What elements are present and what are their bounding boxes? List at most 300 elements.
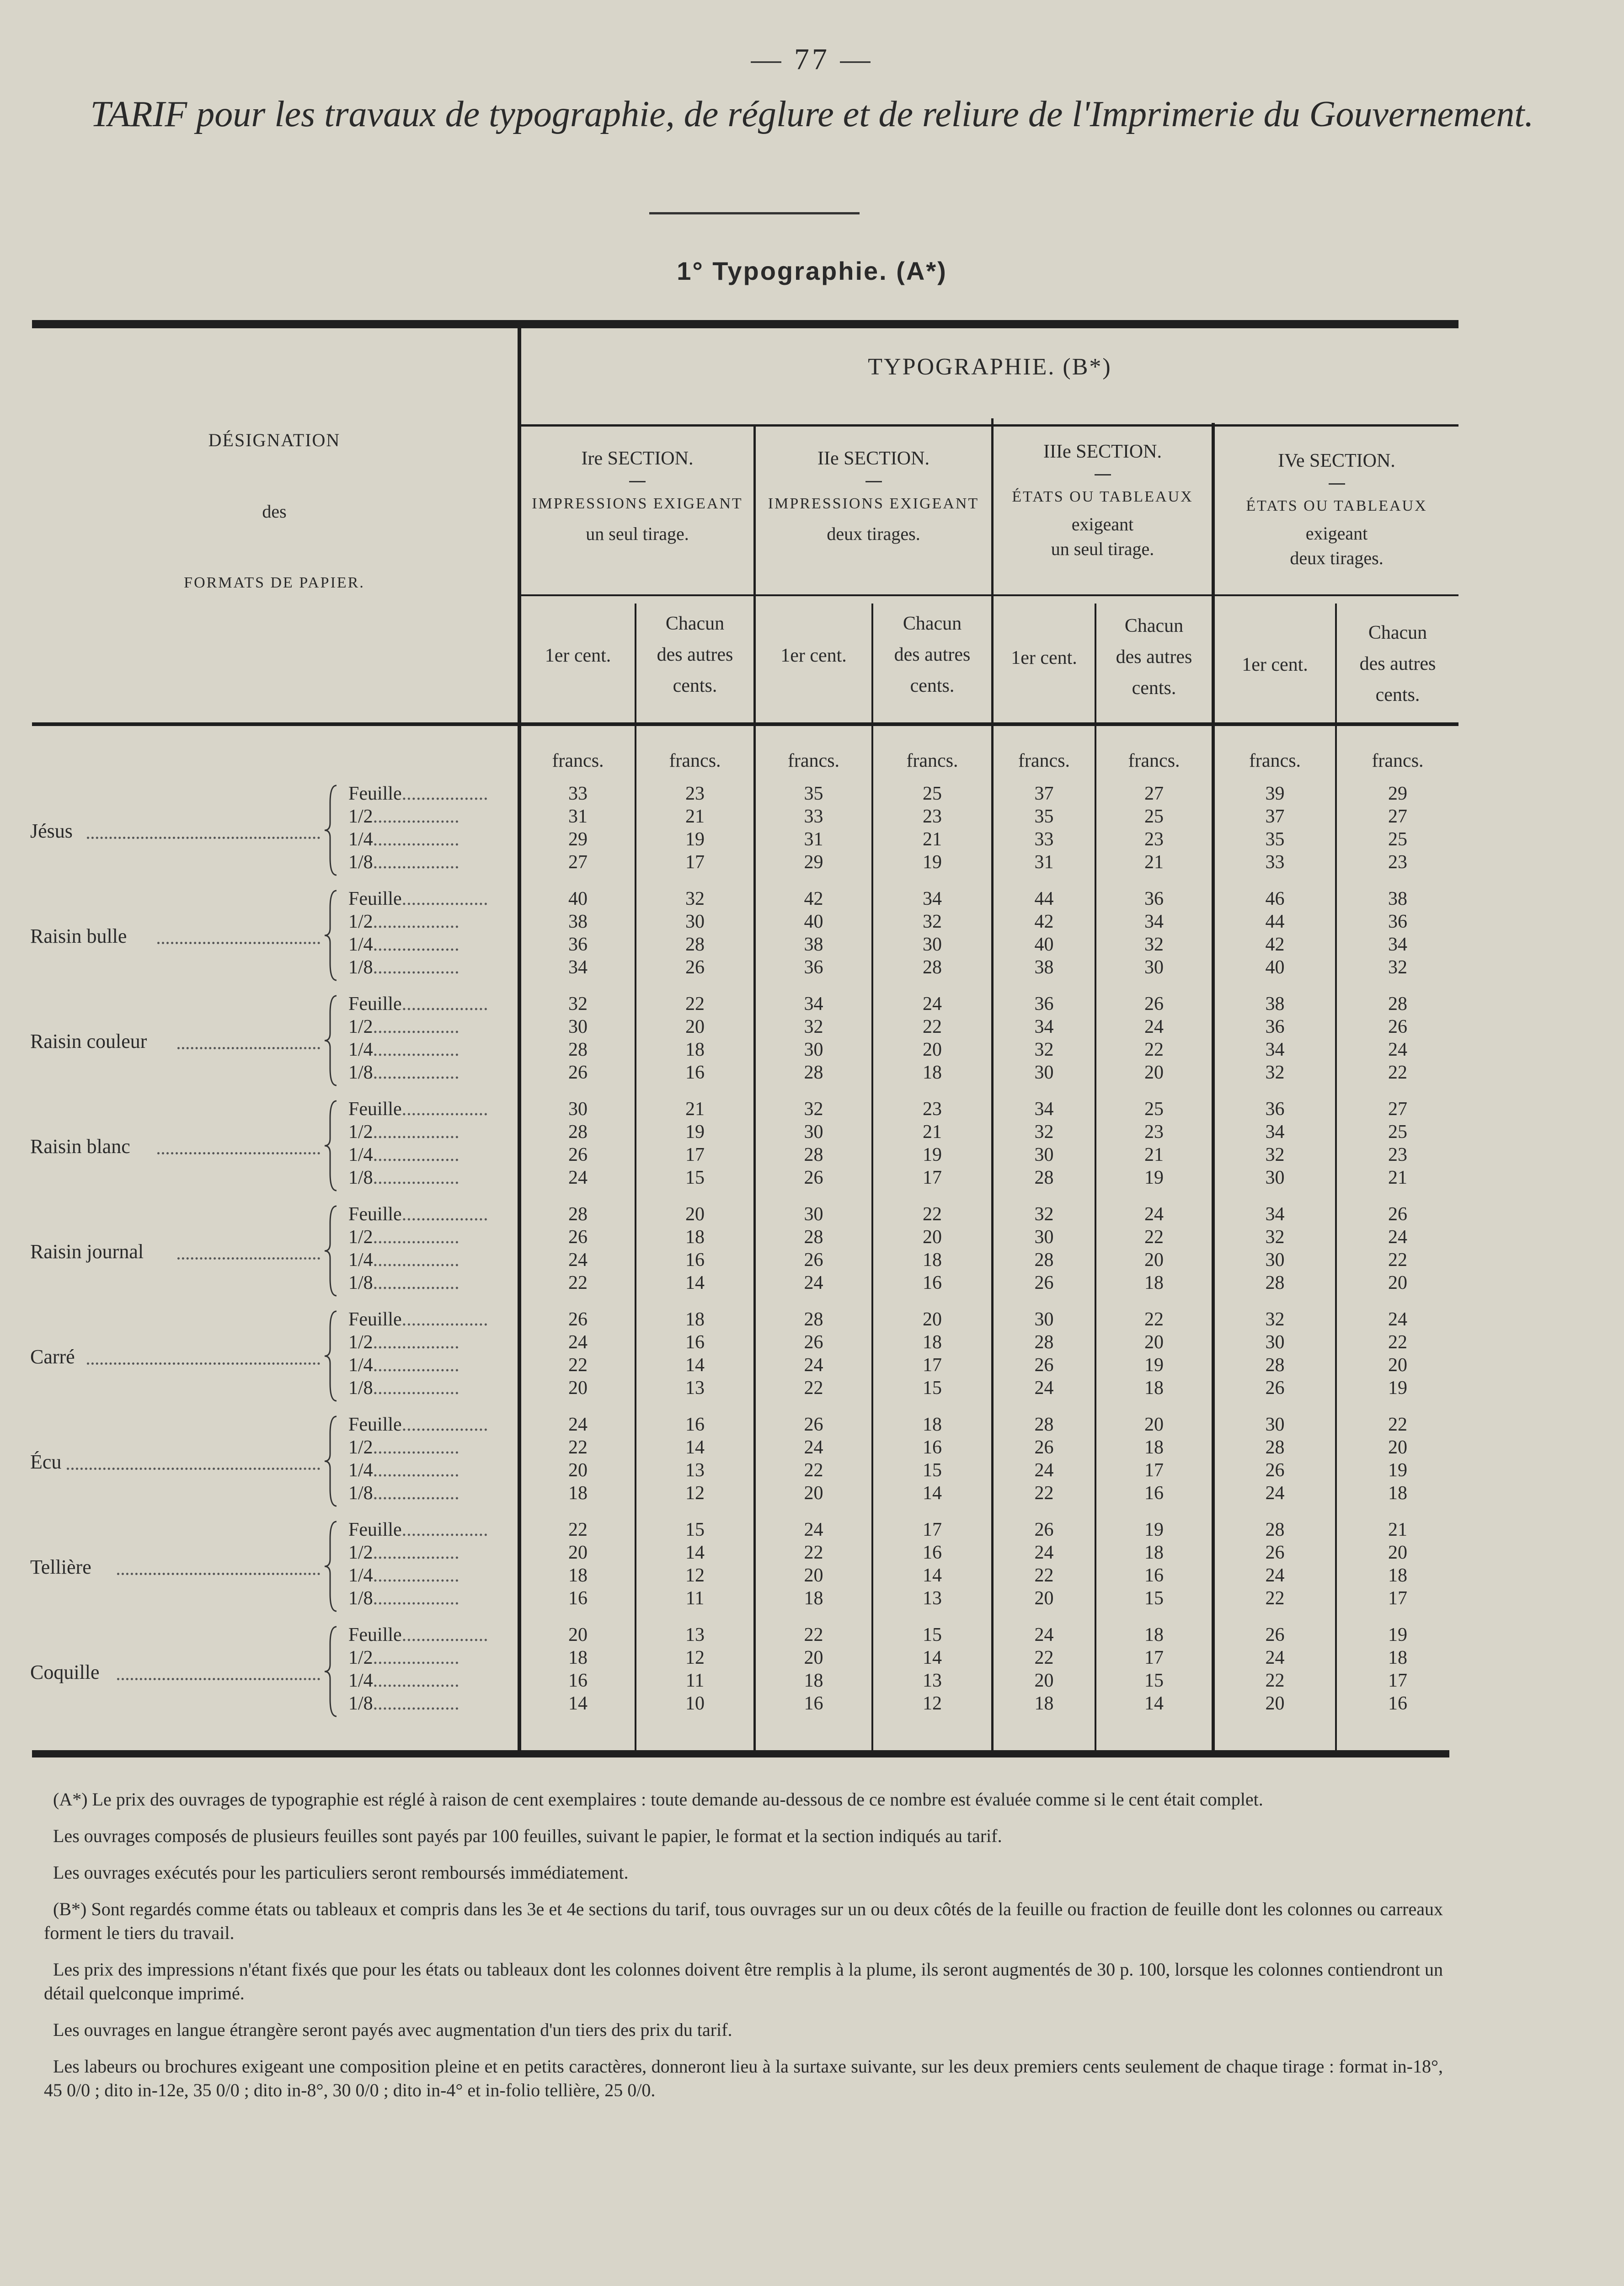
price-cell: 20 bbox=[1144, 1414, 1164, 1435]
price-cell: 14 bbox=[923, 1565, 942, 1586]
format-dots: .................. bbox=[373, 1483, 459, 1504]
brace-icon bbox=[324, 995, 338, 1086]
price-cell: 22 bbox=[1144, 1309, 1164, 1330]
price-cell: 17 bbox=[685, 1144, 705, 1165]
format-label bbox=[348, 1414, 513, 1436]
format-dots: .................. bbox=[373, 1647, 459, 1668]
price-cell: 28 bbox=[1265, 1355, 1285, 1376]
price-cell: 16 bbox=[685, 1250, 705, 1271]
price-cell: 18 bbox=[1144, 1542, 1164, 1563]
price-cell: 35 bbox=[1265, 829, 1285, 850]
brace-icon bbox=[324, 1100, 338, 1191]
dot-leader bbox=[157, 1152, 320, 1154]
price-cell: 17 bbox=[1144, 1460, 1164, 1481]
dot-leader bbox=[67, 1468, 320, 1470]
format-name: Feuille bbox=[348, 1204, 402, 1225]
col-other-s4-l3: cents. bbox=[1375, 684, 1420, 705]
price-cell: 34 bbox=[1034, 1016, 1054, 1037]
price-cell: 26 bbox=[1388, 1204, 1407, 1225]
price-cell: 12 bbox=[685, 1565, 705, 1586]
price-cell: 16 bbox=[685, 1062, 705, 1083]
brace-icon bbox=[324, 785, 338, 876]
unit-label: francs. bbox=[552, 750, 604, 771]
price-cell: 24 bbox=[1034, 1542, 1054, 1563]
format-name: 1/8 bbox=[348, 1378, 373, 1399]
dot-leader bbox=[177, 1047, 320, 1049]
col-other-s1-l3: cents. bbox=[673, 675, 717, 696]
designation-line1: DÉSIGNATION bbox=[208, 430, 341, 450]
price-cell: 30 bbox=[685, 911, 705, 932]
price-cell: 25 bbox=[1144, 1099, 1164, 1120]
format-name: 1/4 bbox=[348, 1460, 373, 1481]
price-cell: 19 bbox=[685, 1122, 705, 1143]
format-label bbox=[348, 1565, 513, 1586]
price-cell: 38 bbox=[568, 911, 588, 932]
col-other-s1-l2: des autres bbox=[657, 644, 733, 665]
format-dots: .................. bbox=[401, 1414, 488, 1435]
format-label bbox=[348, 1647, 513, 1669]
section-4-desc: ÉTATS OU TABLEAUX bbox=[1246, 497, 1427, 514]
price-cell: 40 bbox=[568, 888, 588, 909]
price-cell: 22 bbox=[923, 1204, 942, 1225]
price-cell: 20 bbox=[568, 1542, 588, 1563]
footnote-2: Les ouvrages composés de plusieurs feuilles sont payés par 100 feuilles, suivant le papier, le format et la section indiqués au tarif. bbox=[53, 1826, 1002, 1846]
footnote-3: Les ouvrages exécutés pour les particuliers seront remboursés immédiatement. bbox=[53, 1862, 629, 1883]
price-cell: 22 bbox=[685, 993, 705, 1015]
format-label bbox=[348, 993, 513, 1015]
price-cell: 25 bbox=[1388, 1122, 1407, 1143]
price-cell: 23 bbox=[923, 1099, 942, 1120]
price-cell: 30 bbox=[804, 1204, 823, 1225]
price-cell: 20 bbox=[1144, 1332, 1164, 1353]
format-label bbox=[348, 1331, 513, 1353]
price-cell: 16 bbox=[1388, 1693, 1407, 1714]
price-cell: 27 bbox=[568, 852, 588, 873]
price-cell: 19 bbox=[1144, 1355, 1164, 1376]
format-name: 1/8 bbox=[348, 1167, 373, 1188]
price-cell: 30 bbox=[568, 1099, 588, 1120]
price-cell: 27 bbox=[1388, 1099, 1407, 1120]
price-cell: 20 bbox=[923, 1039, 942, 1060]
section-header-2 bbox=[756, 443, 991, 549]
format-name: 1/2 bbox=[348, 1542, 373, 1563]
price-cell: 25 bbox=[1388, 829, 1407, 850]
format-name: 1/2 bbox=[348, 1227, 373, 1248]
section-2-desc: IMPRESSIONS EXIGEANT bbox=[768, 495, 979, 512]
format-label bbox=[348, 911, 513, 933]
table-bottom-rule bbox=[32, 1750, 1449, 1757]
price-cell: 18 bbox=[923, 1332, 942, 1353]
price-cell: 24 bbox=[1388, 1309, 1407, 1330]
format-name: Feuille bbox=[348, 1099, 402, 1120]
price-cell: 18 bbox=[923, 1250, 942, 1271]
price-cell: 19 bbox=[923, 1144, 942, 1165]
typographie-rule bbox=[521, 424, 1458, 427]
format-dots: .................. bbox=[401, 1099, 488, 1120]
price-cell: 20 bbox=[1388, 1437, 1407, 1458]
section-1-desc2: un seul tirage. bbox=[586, 523, 689, 544]
price-cell: 17 bbox=[923, 1167, 942, 1188]
price-cell: 36 bbox=[804, 957, 823, 978]
price-cell: 22 bbox=[568, 1519, 588, 1540]
price-cell: 16 bbox=[923, 1437, 942, 1458]
price-cell: 22 bbox=[1144, 1039, 1164, 1060]
dot-leader bbox=[117, 1573, 320, 1575]
price-cell: 36 bbox=[1265, 1016, 1285, 1037]
price-cell: 24 bbox=[1144, 1016, 1164, 1037]
price-cell: 22 bbox=[804, 1460, 823, 1481]
brace-icon bbox=[324, 1415, 338, 1507]
format-label bbox=[348, 1144, 513, 1166]
price-cell: 30 bbox=[1144, 957, 1164, 978]
price-cell: 36 bbox=[568, 934, 588, 955]
designation-line2: des bbox=[262, 501, 287, 522]
price-cell: 12 bbox=[685, 1647, 705, 1668]
price-cell: 20 bbox=[1144, 1062, 1164, 1083]
section-4-desc3: deux tirages. bbox=[1290, 548, 1384, 568]
price-cell: 32 bbox=[1034, 1039, 1054, 1060]
price-cell: 34 bbox=[1265, 1204, 1285, 1225]
table-top-rule bbox=[32, 320, 1458, 328]
format-label bbox=[348, 1693, 513, 1714]
group-name: Raisin blanc bbox=[30, 1135, 130, 1158]
price-cell: 26 bbox=[1034, 1355, 1054, 1376]
format-label bbox=[348, 1226, 513, 1248]
price-cell: 26 bbox=[804, 1167, 823, 1188]
price-cell: 23 bbox=[1388, 1144, 1407, 1165]
format-name: 1/4 bbox=[348, 1355, 373, 1376]
format-label bbox=[348, 1203, 513, 1225]
price-cell: 16 bbox=[804, 1693, 823, 1714]
format-dots: .................. bbox=[373, 1693, 459, 1714]
price-cell: 28 bbox=[804, 1062, 823, 1083]
group-name: Écu bbox=[30, 1451, 62, 1473]
price-cell: 36 bbox=[1144, 888, 1164, 909]
typographie-header: TYPOGRAPHIE. (B*) bbox=[868, 354, 1112, 380]
price-cell: 34 bbox=[804, 993, 823, 1015]
format-dots: .................. bbox=[401, 888, 488, 909]
price-cell: 25 bbox=[923, 783, 942, 804]
price-cell: 25 bbox=[1144, 806, 1164, 827]
price-cell: 30 bbox=[1265, 1332, 1285, 1353]
unit-label: francs. bbox=[1128, 750, 1180, 771]
section-header-1 bbox=[521, 443, 753, 549]
unit-label: francs. bbox=[1249, 750, 1301, 771]
format-name: 1/4 bbox=[348, 1039, 373, 1060]
brace-icon bbox=[324, 1626, 338, 1717]
section-2-name: IIe SECTION. bbox=[817, 448, 930, 469]
format-dots: .................. bbox=[373, 1588, 459, 1609]
col-other-s1-l1: Chacun bbox=[665, 613, 725, 634]
format-name: Feuille bbox=[348, 888, 402, 909]
format-name: Feuille bbox=[348, 1414, 402, 1435]
format-label bbox=[348, 1377, 513, 1399]
price-cell: 21 bbox=[685, 1099, 705, 1120]
format-label bbox=[348, 1016, 513, 1038]
footnote-6: Les ouvrages en langue étrangère seront payés avec augmentation d'un tiers des prix du tarif. bbox=[53, 2019, 732, 2040]
price-cell: 21 bbox=[1144, 852, 1164, 873]
price-cell: 24 bbox=[1388, 1039, 1407, 1060]
dot-leader bbox=[157, 942, 320, 944]
price-cell: 18 bbox=[1388, 1565, 1407, 1586]
footnotes bbox=[44, 1788, 1443, 2115]
price-cell: 24 bbox=[1265, 1483, 1285, 1504]
price-cell: 24 bbox=[804, 1272, 823, 1293]
format-name: 1/8 bbox=[348, 1693, 373, 1714]
format-dots: .................. bbox=[373, 1542, 459, 1563]
price-cell: 24 bbox=[568, 1250, 588, 1271]
price-cell: 20 bbox=[1388, 1542, 1407, 1563]
format-dots: .................. bbox=[373, 829, 459, 850]
price-cell: 28 bbox=[1034, 1250, 1054, 1271]
format-name: 1/4 bbox=[348, 1565, 373, 1586]
price-cell: 14 bbox=[685, 1272, 705, 1293]
price-cell: 26 bbox=[1265, 1378, 1285, 1399]
price-cell: 18 bbox=[1144, 1437, 1164, 1458]
price-cell: 12 bbox=[923, 1693, 942, 1714]
format-dots: .................. bbox=[373, 1016, 459, 1037]
format-name: 1/2 bbox=[348, 1437, 373, 1458]
format-label bbox=[348, 1062, 513, 1084]
price-cell: 16 bbox=[923, 1272, 942, 1293]
price-cell: 30 bbox=[1034, 1309, 1054, 1330]
col-other-s4-l2: des autres bbox=[1359, 653, 1436, 674]
price-cell: 32 bbox=[1265, 1062, 1285, 1083]
col-other-s3-l1: Chacun bbox=[1124, 615, 1184, 636]
price-cell: 18 bbox=[568, 1565, 588, 1586]
format-name: Feuille bbox=[348, 1624, 402, 1645]
price-cell: 15 bbox=[1144, 1588, 1164, 1609]
format-label bbox=[348, 1272, 513, 1294]
col-first-s1: 1er cent. bbox=[545, 645, 611, 666]
price-cell: 24 bbox=[1034, 1378, 1054, 1399]
price-cell: 19 bbox=[923, 852, 942, 873]
price-cell: 32 bbox=[1144, 934, 1164, 955]
format-name: 1/4 bbox=[348, 1250, 373, 1271]
price-cell: 19 bbox=[1144, 1167, 1164, 1188]
price-cell: 13 bbox=[923, 1588, 942, 1609]
price-cell: 16 bbox=[685, 1414, 705, 1435]
designation-separator bbox=[518, 328, 521, 1750]
price-cell: 18 bbox=[1144, 1378, 1164, 1399]
format-name: 1/2 bbox=[348, 911, 373, 932]
price-cell: 15 bbox=[923, 1624, 942, 1645]
group-name: Carré bbox=[30, 1346, 75, 1368]
format-label bbox=[348, 956, 513, 978]
price-cell: 36 bbox=[1388, 911, 1407, 932]
price-cell: 26 bbox=[804, 1332, 823, 1353]
designation-line3: FORMATS DE PAPIER. bbox=[184, 574, 365, 591]
price-cell: 24 bbox=[1144, 1204, 1164, 1225]
format-name: Feuille bbox=[348, 783, 402, 804]
footnote-1: (A*) Le prix des ouvrages de typographie est réglé à raison de cent exemplaires : toute demande au-dessous de ce nombre est évaluée comme si le cent était complet. bbox=[53, 1789, 1263, 1810]
price-cell: 22 bbox=[1034, 1483, 1054, 1504]
price-cell: 28 bbox=[685, 934, 705, 955]
col-other-s2-l3: cents. bbox=[910, 675, 955, 696]
price-cell: 30 bbox=[1034, 1144, 1054, 1165]
price-cell: 14 bbox=[923, 1483, 942, 1504]
footnote-7: Les labeurs ou brochures exigeant une composition pleine et en petits caractères, donneront lieu à la surtaxe suivante, sur les deux premiers cents seulement de chaque tirage : format in-18°, 45 0/0 ; dito in-12e, 35 0/0 ; dito in-8°, 30 0/0 ; dito in-4° et in-folio tellière, 25 0/0. bbox=[44, 2056, 1443, 2100]
price-cell: 20 bbox=[1034, 1588, 1054, 1609]
section-4-name: IVe SECTION. bbox=[1278, 450, 1395, 471]
price-cell: 16 bbox=[923, 1542, 942, 1563]
price-cell: 28 bbox=[568, 1122, 588, 1143]
price-cell: 32 bbox=[923, 911, 942, 932]
price-cell: 40 bbox=[1265, 957, 1285, 978]
price-cell: 20 bbox=[804, 1647, 823, 1668]
price-cell: 26 bbox=[1388, 1016, 1407, 1037]
footnote-4: (B*) Sont regardés comme états ou tableaux et compris dans les 3e et 4e sections du tarif, tous ouvrages sur un ou deux côtés de la feuille ou fraction de feuille dont les colonnes ou carreaux forment le tiers du travail. bbox=[44, 1899, 1443, 1943]
price-cell: 17 bbox=[923, 1519, 942, 1540]
price-cell: 17 bbox=[685, 852, 705, 873]
price-cell: 26 bbox=[568, 1227, 588, 1248]
format-dots: .................. bbox=[401, 993, 488, 1015]
price-cell: 22 bbox=[1388, 1332, 1407, 1353]
price-cell: 23 bbox=[1388, 852, 1407, 873]
price-cell: 22 bbox=[804, 1542, 823, 1563]
price-cell: 24 bbox=[568, 1167, 588, 1188]
col-other-s4 bbox=[1337, 617, 1458, 710]
format-label bbox=[348, 1482, 513, 1504]
price-cell: 24 bbox=[568, 1332, 588, 1353]
price-cell: 26 bbox=[568, 1144, 588, 1165]
price-cell: 22 bbox=[923, 1016, 942, 1037]
price-cell: 17 bbox=[1388, 1588, 1407, 1609]
price-cell: 19 bbox=[1388, 1378, 1407, 1399]
price-cell: 26 bbox=[1034, 1272, 1054, 1293]
price-cell: 17 bbox=[1144, 1647, 1164, 1668]
price-cell: 13 bbox=[685, 1460, 705, 1481]
format-dots: .................. bbox=[373, 806, 459, 827]
price-cell: 26 bbox=[804, 1250, 823, 1271]
price-cell: 21 bbox=[1388, 1167, 1407, 1188]
unit-label: francs. bbox=[1018, 750, 1070, 771]
format-dots: .................. bbox=[373, 1670, 459, 1691]
price-cell: 20 bbox=[923, 1227, 942, 1248]
price-cell: 32 bbox=[1034, 1122, 1054, 1143]
format-dots: .................. bbox=[401, 1204, 488, 1225]
price-cell: 20 bbox=[1144, 1250, 1164, 1271]
unit-label: francs. bbox=[1372, 750, 1424, 771]
price-cell: 31 bbox=[804, 829, 823, 850]
format-dots: .................. bbox=[373, 1039, 459, 1060]
price-cell: 12 bbox=[685, 1483, 705, 1504]
format-name: 1/8 bbox=[348, 1483, 373, 1504]
price-cell: 13 bbox=[685, 1624, 705, 1645]
price-cell: 22 bbox=[1034, 1565, 1054, 1586]
format-dots: .................. bbox=[401, 783, 488, 804]
price-cell: 38 bbox=[1034, 957, 1054, 978]
price-cell: 32 bbox=[1388, 957, 1407, 978]
price-cell: 11 bbox=[685, 1670, 705, 1691]
price-cell: 21 bbox=[1144, 1144, 1164, 1165]
price-cell: 26 bbox=[568, 1062, 588, 1083]
group-name: Jésus bbox=[30, 820, 73, 842]
price-cell: 26 bbox=[1034, 1437, 1054, 1458]
price-cell: 26 bbox=[1034, 1519, 1054, 1540]
price-cell: 44 bbox=[1034, 888, 1054, 909]
price-cell: 13 bbox=[923, 1670, 942, 1691]
format-label bbox=[348, 1587, 513, 1609]
price-cell: 18 bbox=[685, 1227, 705, 1248]
price-cell: 18 bbox=[923, 1414, 942, 1435]
price-cell: 37 bbox=[1034, 783, 1054, 804]
brace-icon bbox=[324, 1310, 338, 1402]
price-cell: 32 bbox=[568, 993, 588, 1015]
price-cell: 23 bbox=[1144, 829, 1164, 850]
brace-icon bbox=[324, 1521, 338, 1612]
group-name: Coquille bbox=[30, 1661, 100, 1683]
price-cell: 24 bbox=[1034, 1460, 1054, 1481]
price-cell: 21 bbox=[923, 829, 942, 850]
price-cell: 29 bbox=[568, 829, 588, 850]
price-cell: 32 bbox=[804, 1016, 823, 1037]
price-cell: 33 bbox=[1034, 829, 1054, 850]
format-label bbox=[348, 1354, 513, 1376]
price-cell: 28 bbox=[568, 1204, 588, 1225]
price-cell: 13 bbox=[685, 1378, 705, 1399]
price-cell: 28 bbox=[804, 1144, 823, 1165]
price-cell: 24 bbox=[804, 1437, 823, 1458]
price-cell: 28 bbox=[804, 1227, 823, 1248]
brace-icon bbox=[324, 1205, 338, 1297]
price-cell: 11 bbox=[685, 1588, 705, 1609]
price-cell: 16 bbox=[685, 1332, 705, 1353]
price-cell: 34 bbox=[568, 957, 588, 978]
price-cell: 14 bbox=[685, 1355, 705, 1376]
price-cell: 42 bbox=[1034, 911, 1054, 932]
price-cell: 32 bbox=[1265, 1309, 1285, 1330]
format-dots: .................. bbox=[373, 1565, 459, 1586]
section-subtitle: 1° Typographie. (A*) bbox=[677, 256, 947, 285]
price-cell: 26 bbox=[1265, 1542, 1285, 1563]
price-cell: 42 bbox=[804, 888, 823, 909]
price-cell: 30 bbox=[1265, 1414, 1285, 1435]
price-cell: 22 bbox=[804, 1624, 823, 1645]
price-cell: 18 bbox=[804, 1670, 823, 1691]
price-cell: 22 bbox=[568, 1437, 588, 1458]
price-cell: 22 bbox=[1388, 1414, 1407, 1435]
price-cell: 14 bbox=[685, 1542, 705, 1563]
price-cell: 35 bbox=[804, 783, 823, 804]
price-cell: 19 bbox=[1388, 1624, 1407, 1645]
format-name: Feuille bbox=[348, 1519, 402, 1540]
format-label bbox=[348, 851, 513, 873]
dot-leader bbox=[87, 837, 320, 839]
price-cell: 28 bbox=[1034, 1414, 1054, 1435]
price-cell: 24 bbox=[804, 1355, 823, 1376]
format-label bbox=[348, 1542, 513, 1564]
format-dots: .................. bbox=[373, 1272, 459, 1293]
price-cell: 14 bbox=[685, 1437, 705, 1458]
price-cell: 28 bbox=[568, 1039, 588, 1060]
price-cell: 28 bbox=[1034, 1167, 1054, 1188]
price-cell: 22 bbox=[804, 1378, 823, 1399]
price-cell: 15 bbox=[685, 1167, 705, 1188]
format-dots: .................. bbox=[373, 1355, 459, 1376]
price-cell: 15 bbox=[923, 1460, 942, 1481]
price-cell: 23 bbox=[923, 806, 942, 827]
format-dots: .................. bbox=[373, 1062, 459, 1083]
price-cell: 22 bbox=[568, 1355, 588, 1376]
price-cell: 16 bbox=[568, 1670, 588, 1691]
price-cell: 20 bbox=[568, 1624, 588, 1645]
format-name: 1/8 bbox=[348, 957, 373, 978]
price-cell: 34 bbox=[1388, 934, 1407, 955]
price-cell: 33 bbox=[1265, 852, 1285, 873]
price-cell: 30 bbox=[1034, 1062, 1054, 1083]
format-dots: .................. bbox=[373, 934, 459, 955]
